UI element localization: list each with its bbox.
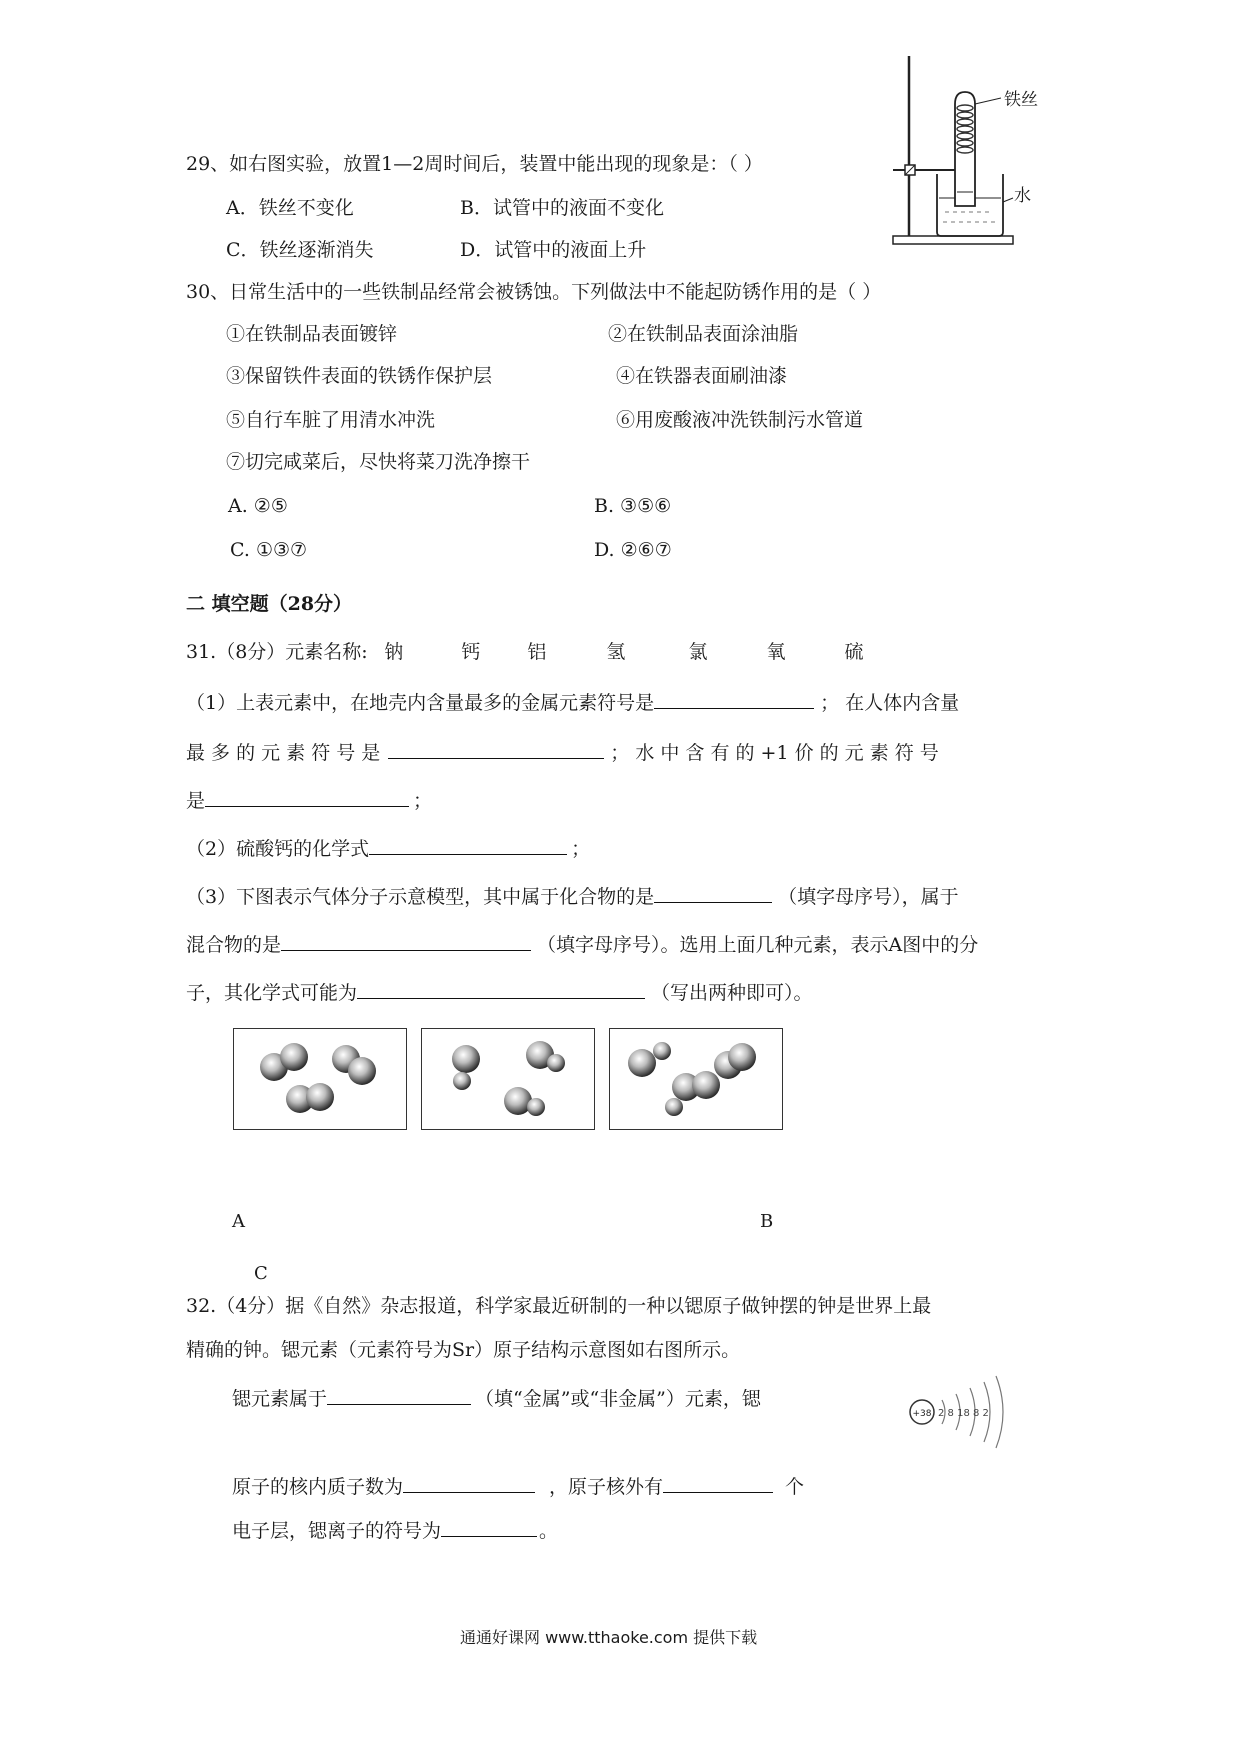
label-iron-wire: 铁丝 — [1004, 90, 1038, 110]
q30-item-5: ⑤自行车脏了用清水冲洗 — [226, 409, 436, 431]
element-name: 铝 — [527, 641, 547, 663]
q31-p3-text: 混合物的是 — [186, 934, 282, 956]
q30-item-4: ④在铁器表面刷油漆 — [616, 365, 788, 387]
answer-blank[interactable] — [327, 1386, 471, 1405]
q30-stem: 30、日常生活中的一些铁制品经常会被锈蚀。下列做法中不能起防锈作用的是（ ） — [186, 281, 882, 303]
q32-line1: 32.（4分）据《自然》杂志报道，科学家最近研制的一种以锶原子做钟摆的钟是世界上最 — [186, 1295, 932, 1317]
q32-text: 原子的核内质子数为 — [232, 1476, 404, 1498]
answer-blank[interactable] — [441, 1518, 537, 1537]
q30-option-a: A. ②⑤ — [228, 495, 288, 517]
label-water: 水 — [1014, 186, 1031, 206]
q31-part3-line2 — [186, 932, 978, 957]
q32-text: 电子层，锶离子的符号为 — [232, 1520, 442, 1542]
q29-option-b: B．试管中的液面不变化 — [460, 197, 664, 219]
q31-p1-text: 最 多 的 元 素 符 号 是 — [186, 742, 381, 764]
q32-text: 。 — [539, 1520, 559, 1542]
answer-blank[interactable] — [663, 1474, 773, 1493]
answer-blank[interactable] — [357, 980, 645, 999]
atom-shells-label: 2 8 18 8 2 — [938, 1408, 989, 1419]
q31-p1-text: 是 — [186, 790, 206, 812]
q31-p1-text: ； 水 中 含 有 的 +1 价 的 元 素 符 号 — [610, 742, 939, 764]
q31-p1-text: ； — [413, 790, 433, 812]
q30-item-6: ⑥用废酸液冲洗铁制污水管道 — [616, 409, 864, 431]
answer-blank[interactable] — [403, 1474, 535, 1493]
q31-part1-line3 — [186, 788, 432, 813]
q30-option-b: B. ③⑤⑥ — [594, 495, 672, 517]
answer-blank[interactable] — [369, 836, 567, 855]
element-name: 硫 — [844, 641, 864, 663]
q31-p1-text: （1）上表元素中，在地壳内含量最多的金属元素符号是 — [186, 692, 655, 714]
q31-p2-text: ； — [571, 838, 591, 860]
element-name: 氢 — [606, 641, 626, 663]
q32-line5 — [232, 1518, 558, 1543]
q31-p3-text: 子，其化学式可能为 — [186, 982, 358, 1004]
q31-p3-text: （写出两种即可）。 — [651, 982, 813, 1004]
q32-text: 个 — [785, 1476, 805, 1498]
section-title: 二 填空题（28分） — [186, 593, 353, 615]
q31-part1-line2 — [186, 740, 939, 765]
molecule-box-b — [421, 1028, 595, 1130]
q30-option-c: C. ①③⑦ — [230, 539, 308, 561]
answer-blank[interactable] — [205, 788, 409, 807]
figure-label-a: A — [232, 1211, 245, 1232]
q31-stem-prefix: 31.（8分）元素名称: — [186, 641, 368, 663]
q30-item-2: ②在铁制品表面涂油脂 — [608, 323, 799, 345]
element-name: 氯 — [688, 641, 708, 663]
answer-blank[interactable] — [281, 932, 531, 951]
q32-text: ，原子核外有 — [549, 1476, 664, 1498]
q30-item-7: ⑦切完咸菜后，尽快将菜刀洗净擦干 — [226, 451, 531, 473]
figure-label-c: C — [254, 1263, 268, 1284]
molecule-box-a — [233, 1028, 407, 1130]
figure-label-b: B — [760, 1211, 774, 1232]
q30-option-d: D. ②⑥⑦ — [594, 539, 672, 561]
q29-option-c: C．铁丝逐渐消失 — [226, 239, 374, 261]
q30-item-1: ①在铁制品表面镀锌 — [226, 323, 398, 345]
q32-line3 — [232, 1386, 761, 1411]
atom-nucleus-label: +38 — [912, 1409, 932, 1419]
q31-part3-line3 — [186, 980, 813, 1005]
q29-option-d: D．试管中的液面上升 — [460, 239, 647, 261]
q31-p3-text: （填字母序号）。选用上面几种元素，表示A图中的分 — [537, 934, 979, 956]
q31-p1-text: ； 在人体内含量 — [820, 692, 960, 714]
q31-p2-text: （2）硫酸钙的化学式 — [186, 838, 370, 860]
element-name: 氧 — [766, 641, 786, 663]
q31-part3-line1 — [186, 884, 959, 909]
q31-part1-line1 — [186, 690, 959, 715]
answer-blank[interactable] — [654, 690, 814, 709]
q29-stem: 29、如右图实验，放置1—2周时间后，装置中能出现的现象是：（ ） — [186, 153, 763, 175]
iron-wire-apparatus-figure — [885, 52, 1070, 252]
strontium-atom-diagram — [900, 1368, 1020, 1450]
answer-blank[interactable] — [388, 740, 604, 759]
element-name: 钙 — [461, 641, 481, 663]
q31-p3-text: （填字母序号），属于 — [778, 886, 959, 908]
q32-line4 — [232, 1474, 804, 1499]
footer-text: 通通好课网 www.tthaoke.com 提供下载 — [460, 1628, 758, 1647]
q29-option-a: A．铁丝不变化 — [226, 197, 354, 219]
molecule-box-c — [609, 1028, 783, 1130]
q30-item-3: ③保留铁件表面的铁锈作保护层 — [226, 365, 493, 387]
answer-blank[interactable] — [654, 884, 772, 903]
q32-text: 锶元素属于 — [232, 1388, 328, 1410]
q31-p3-text: （3）下图表示气体分子示意模型，其中属于化合物的是 — [186, 886, 655, 908]
q32-line2: 精确的钟。锶元素（元素符号为Sr）原子结构示意图如右图所示。 — [186, 1339, 741, 1361]
element-name: 钠 — [384, 641, 404, 663]
q32-text: （填“金属”或“非金属”）元素，锶 — [475, 1388, 761, 1410]
q31-part2 — [186, 836, 590, 861]
q31-stem — [186, 640, 884, 664]
